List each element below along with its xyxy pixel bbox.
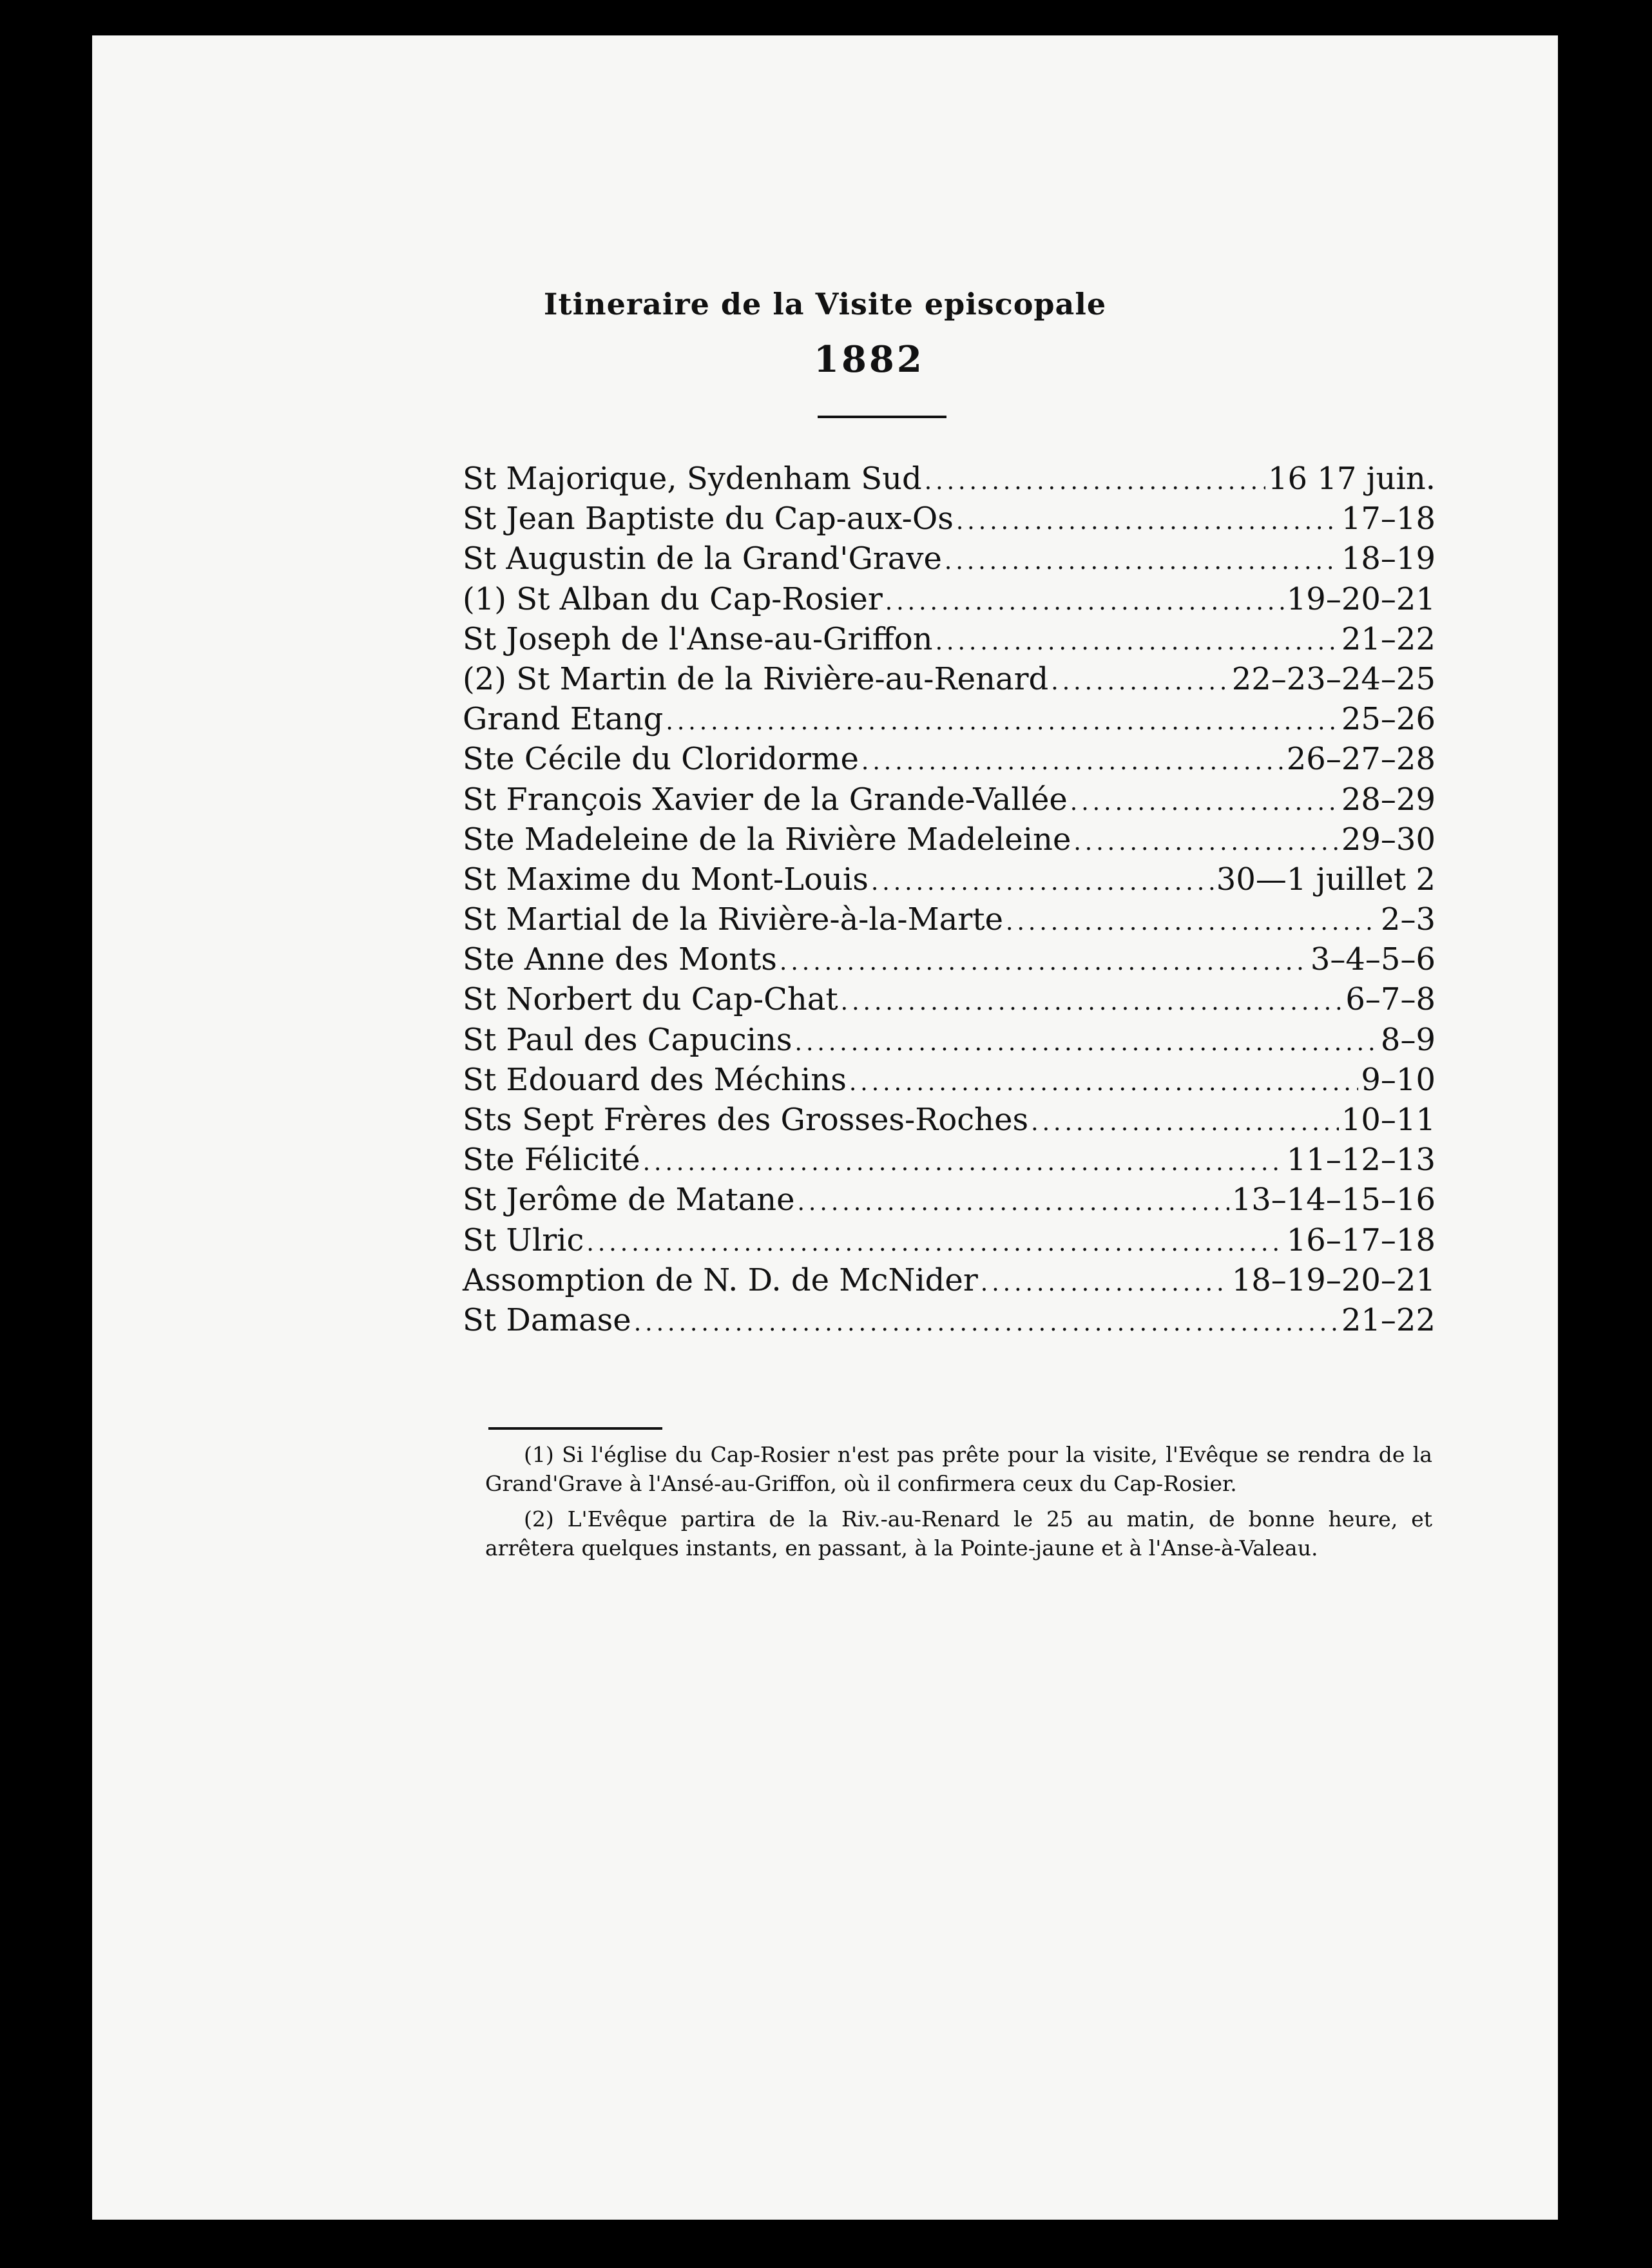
place-name: St Maxime du Mont-Louis — [463, 861, 869, 898]
visit-dates: 18–19–20–21 — [1231, 1262, 1436, 1298]
itinerary-row — [463, 581, 1436, 621]
dot-leader — [586, 1230, 1283, 1256]
place-name: St Majorique, Sydenham Sud — [463, 461, 922, 497]
place-name: St Augustin de la Grand'Grave — [463, 541, 942, 577]
footnotes — [485, 1440, 1432, 1569]
itinerary-row — [463, 461, 1436, 501]
visit-dates: 8–9 — [1380, 1021, 1436, 1058]
dot-leader — [666, 709, 1338, 735]
year-heading: 1882 — [814, 338, 925, 381]
place-name: Ste Cécile du Cloridorme — [463, 741, 859, 778]
place-name: (1) St Alban du Cap-Rosier — [463, 581, 883, 617]
footnote-1: (1) Si l'église du Cap-Rosier n'est pas prête pour la visite, l'Evêque se rendra de la Grand'Grave à l'Ansé-au-Griffon, où il confirmera ceux du Cap-Rosier. — [485, 1442, 1432, 1496]
visit-dates: 21–22 — [1341, 1302, 1436, 1338]
itinerary-row — [463, 701, 1436, 741]
place-name: Ste Anne des Monts — [463, 941, 777, 978]
itinerary-row — [463, 661, 1436, 701]
visit-dates: 29–30 — [1341, 821, 1436, 858]
dot-leader — [871, 869, 1214, 896]
place-name: St Martial de la Rivière-à-la-Marte — [463, 901, 1003, 938]
itinerary-row — [463, 501, 1436, 541]
footnote-divider — [488, 1427, 662, 1430]
visit-dates: 22–23–24–25 — [1231, 660, 1436, 697]
divider — [818, 416, 946, 418]
dot-leader — [1051, 669, 1229, 695]
dot-leader — [945, 548, 1339, 575]
visit-dates: 21–22 — [1341, 620, 1436, 657]
place-name: St François Xavier de la Grande-Vallée — [463, 781, 1068, 818]
itinerary-row — [463, 1022, 1436, 1062]
dot-leader — [1070, 789, 1339, 816]
place-name: St Joseph de l'Anse-au-Griffon — [463, 620, 933, 657]
itinerary-row — [463, 901, 1436, 941]
dot-leader — [1006, 909, 1378, 936]
visit-dates: 9–10 — [1361, 1061, 1436, 1098]
itinerary-row — [463, 541, 1436, 581]
visit-dates: 17–18 — [1341, 501, 1436, 537]
dot-leader — [634, 1310, 1339, 1336]
visit-dates: 10–11 — [1341, 1102, 1436, 1138]
itinerary-row — [463, 1182, 1436, 1222]
page-title: Itineraire de la Visite episcopale — [543, 287, 1107, 322]
visit-dates: 19–20–21 — [1286, 581, 1436, 617]
visit-dates: 25–26 — [1341, 701, 1436, 738]
place-name: St Jerôme de Matane — [463, 1182, 795, 1218]
dot-leader — [925, 468, 1265, 495]
itinerary-row — [463, 1222, 1436, 1262]
visit-dates: 28–29 — [1341, 781, 1436, 818]
place-name: St Paul des Capucins — [463, 1021, 792, 1058]
dot-leader — [795, 1030, 1378, 1056]
dot-leader — [1073, 829, 1339, 856]
visit-dates: 13–14–15–16 — [1231, 1182, 1436, 1218]
itinerary-row — [463, 1062, 1436, 1102]
footnote-2: (2) L'Evêque partira de la Riv.-au-Renard le 25 au matin, de bonne heure, et arrêtera quelques instants, en passant, à la Pointe-jaune et à l'Anse-à-Valeau. — [485, 1506, 1432, 1561]
visit-dates: 16–17–18 — [1286, 1222, 1436, 1258]
visit-dates: 16 17 juin. — [1268, 461, 1436, 497]
itinerary-row — [463, 1262, 1436, 1302]
place-name: St Damase — [463, 1302, 631, 1338]
dot-leader — [956, 508, 1339, 535]
place-name: Assomption de N. D. de McNider — [463, 1262, 978, 1298]
visit-dates: 11–12–13 — [1286, 1142, 1436, 1178]
itinerary-row — [463, 822, 1436, 861]
dot-leader — [849, 1070, 1359, 1096]
place-name: St Norbert du Cap-Chat — [463, 981, 838, 1018]
itinerary-row — [463, 1142, 1436, 1182]
place-name: Grand Etang — [463, 701, 664, 738]
place-name: St Ulric — [463, 1222, 584, 1258]
visit-dates: 3–4–5–6 — [1310, 941, 1436, 978]
visit-dates: 18–19 — [1341, 541, 1436, 577]
visit-dates: 6–7–8 — [1345, 981, 1436, 1018]
visit-dates: 26–27–28 — [1286, 741, 1436, 778]
dot-leader — [981, 1270, 1229, 1296]
place-name: St Edouard des Méchins — [463, 1061, 847, 1098]
itinerary-row — [463, 1302, 1436, 1342]
itinerary-row — [463, 1102, 1436, 1142]
document-page — [92, 35, 1558, 2220]
itinerary-row — [463, 981, 1436, 1021]
dot-leader — [643, 1149, 1284, 1176]
itinerary-row — [463, 861, 1436, 901]
place-name: Ste Félicité — [463, 1142, 640, 1178]
dot-leader — [841, 989, 1343, 1015]
place-name: Sts Sept Frères des Grosses-Roches — [463, 1102, 1029, 1138]
itinerary-row — [463, 782, 1436, 822]
visit-dates: 2–3 — [1380, 901, 1436, 938]
place-name: Ste Madeleine de la Rivière Madeleine — [463, 821, 1071, 858]
itinerary-row — [463, 741, 1436, 781]
dot-leader — [1031, 1110, 1339, 1136]
dot-leader — [780, 949, 1308, 975]
itinerary-row — [463, 621, 1436, 661]
itinerary-row — [463, 941, 1436, 981]
dot-leader — [885, 589, 1284, 615]
dot-leader — [861, 749, 1284, 775]
dot-leader — [936, 629, 1339, 655]
place-name: (2) St Martin de la Rivière-au-Renard — [463, 660, 1049, 697]
place-name: St Jean Baptiste du Cap-aux-Os — [463, 501, 954, 537]
visit-dates: 30—1 juillet 2 — [1216, 861, 1436, 898]
itinerary-list — [463, 461, 1436, 1342]
dot-leader — [797, 1189, 1229, 1216]
